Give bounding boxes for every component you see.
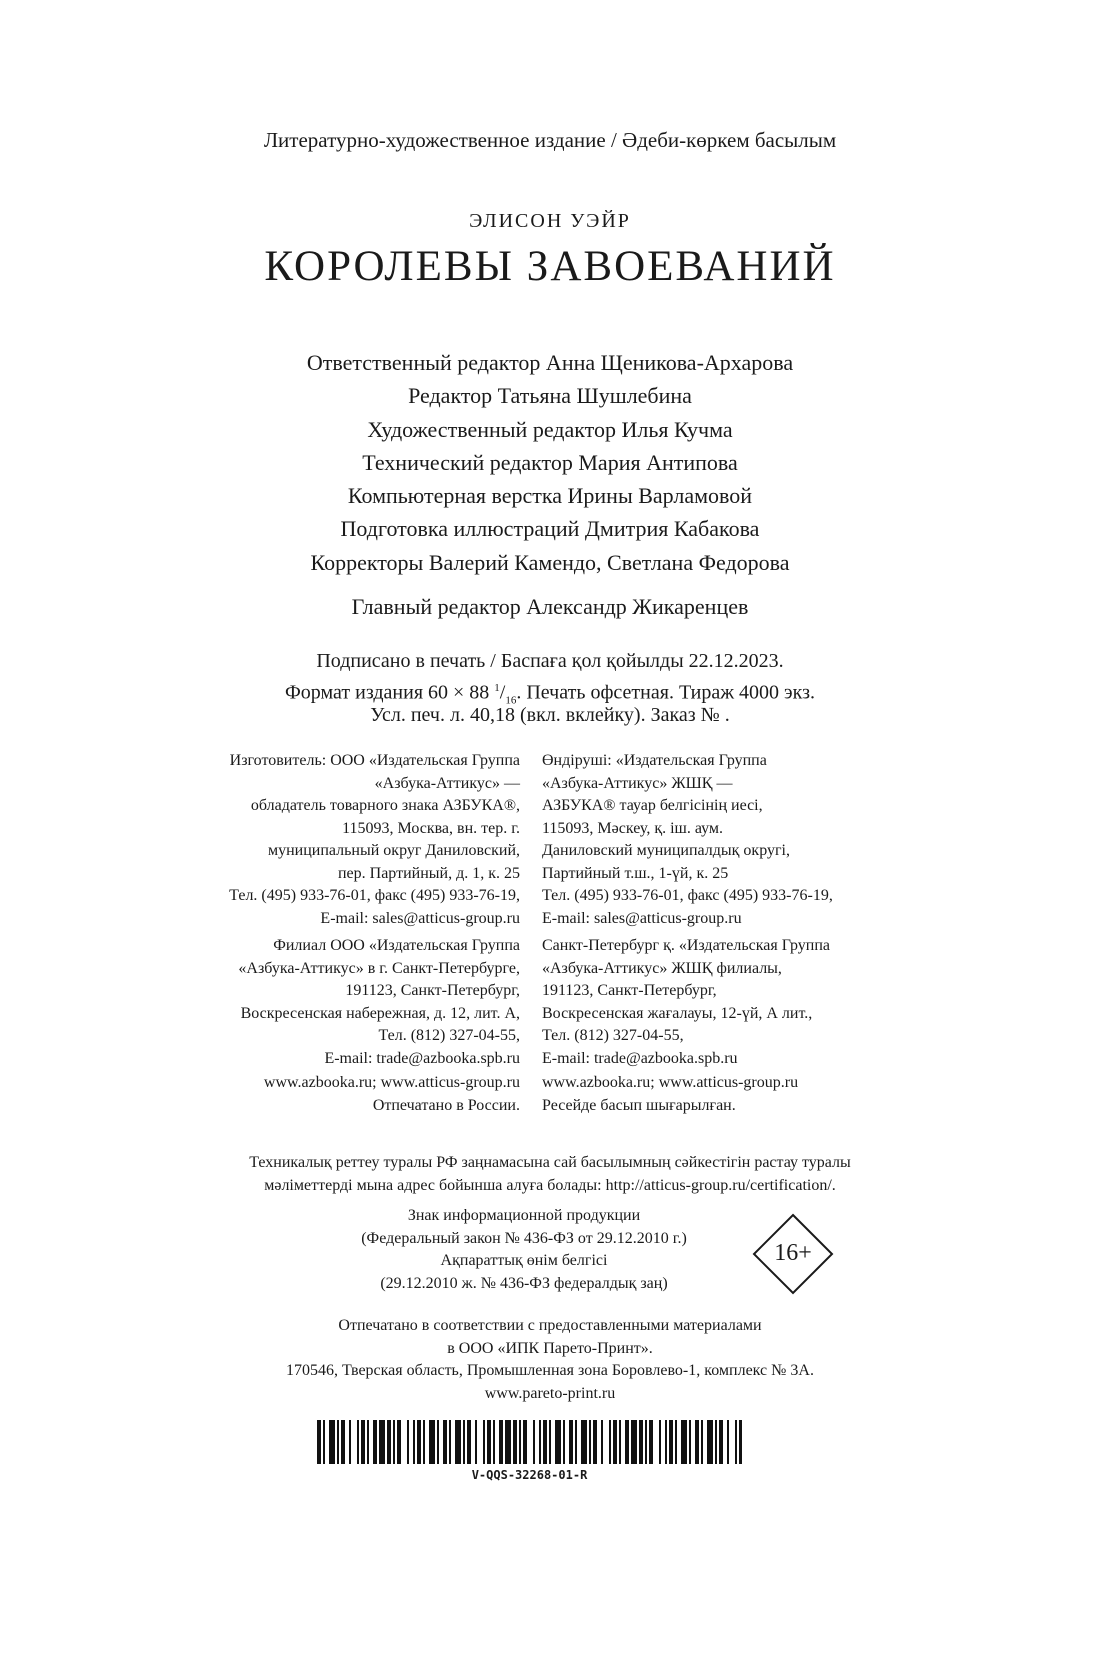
law-line: (29.12.2010 ж. № 436-ФЗ федералдық заң) (380, 1274, 668, 1292)
format-frac-den: 16 (505, 694, 517, 707)
credit-line: Компьютерная верстка Ирины Варламовой (347, 483, 753, 509)
barcode-icon (317, 1420, 742, 1464)
format-suffix: . Печать офсетная. Тираж 4000 экз. (516, 681, 815, 704)
website-line: www.azbooka.ru; www.atticus-group.ru (542, 1074, 799, 1091)
credit-line: Технический редактор Мария Антипова (362, 449, 738, 475)
certification-line: мәліметтерді мына адрес бойынша алуға болады: http://atticus-group.ru/certification/. (264, 1176, 836, 1194)
certification-line: Техникалық реттеу туралы РФ заңнамасына сай басылымның сәйкестігін растау туралы (249, 1154, 851, 1171)
printer-line: 170546, Тверская область, Промышленная зона Боровлево-1, комплекс № 3А. (286, 1362, 814, 1379)
format-frac-sep: / (499, 681, 506, 704)
printed-in-line: Отпечатано в России. (372, 1096, 520, 1114)
address-line: E-mail: trade@azbooka.spb.ru (542, 1049, 738, 1067)
address-line: 115093, Москва, вн. тер. г. (342, 819, 520, 837)
law-line: (Федеральный закон № 436-ФЗ от 29.12.2010 г.) (361, 1229, 687, 1247)
credit-line: Подготовка иллюстраций Дмитрия Кабакова (340, 516, 760, 542)
address-line: «Азбука-Аттикус» — (374, 774, 520, 792)
credit-line: Корректоры Валерий Камендо, Светлана Федорова (310, 549, 790, 575)
address-line: «Азбука-Аттикус» в г. Санкт-Петербурге, (238, 959, 520, 977)
signed-line: Подписано в печать / Баспаға қол қойылды 22.12.2023. (316, 650, 784, 672)
law-line: Ақпараттық өнім белгісі (440, 1252, 608, 1269)
address-line: E-mail: sales@atticus-group.ru (320, 909, 520, 927)
law-line: Знак информационной продукции (407, 1207, 641, 1224)
address-line: «Азбука-Аттикус» ЖШҚ — (542, 774, 733, 792)
manufacturer-ru (229, 750, 520, 930)
address-line: Тел. (812) 327-04-55, (542, 1027, 684, 1044)
address-line: Өндіруші: «Издательская Группа (542, 752, 767, 769)
address-line: Тел. (495) 933-76-01, факс (495) 933-76-19, (542, 887, 833, 904)
printer-line: в ООО «ИПК Парето-Принт». (447, 1339, 653, 1357)
format-frac-num: 1 (494, 682, 500, 694)
address-line: пер. Партийный, д. 1, к. 25 (337, 864, 520, 882)
branch-kz (542, 935, 830, 1070)
credit-line: Ответственный редактор Анна Щеникова-Архарова (306, 350, 794, 375)
sheets-line: Усл. печ. л. 40,18 (вкл. вклейку). Заказ № . (370, 704, 730, 726)
barcode-text: V-QQS-32268-01-R (471, 1468, 588, 1482)
address-line: Даниловский муниципалдық округі, (542, 842, 790, 859)
info-law-block (304, 1205, 744, 1295)
address-line: 115093, Мәскеу, қ. іш. аум. (542, 819, 724, 837)
address-line: Воскресенская набережная, д. 12, лит. А, (240, 1004, 520, 1022)
address-line: Филиал ООО «Издательская Группа (273, 937, 520, 954)
address-line: «Азбука-Аттикус» ЖШҚ филиалы, (542, 959, 782, 977)
printer-block (0, 1315, 1100, 1405)
credits-block (0, 346, 1100, 579)
branch-ru (238, 935, 520, 1070)
age-rating: 16+ (774, 1240, 812, 1266)
printer-line: Отпечатано в соответствии с предоставленными материалами (338, 1317, 762, 1334)
manufacturer-kz (542, 750, 833, 930)
author-name: ЭЛИСОН УЭЙР (469, 210, 631, 232)
address-line: обладатель товарного знака АЗБУКА®, (250, 797, 520, 814)
format-line (0, 675, 1100, 707)
address-line: Тел. (495) 933-76-01, факс (495) 933-76-19, (229, 887, 520, 904)
printed-in-line: Ресейде басып шығарылған. (542, 1096, 736, 1114)
certification-block (0, 1152, 1100, 1197)
credit-line: Художественный редактор Илья Кучма (367, 416, 733, 442)
format-prefix: Формат издания 60 × 88 (285, 681, 495, 704)
print-info-block (0, 648, 1100, 729)
website-line: www.azbooka.ru; www.atticus-group.ru (263, 1074, 520, 1091)
address-line: муниципальный округ Даниловский, (267, 842, 520, 859)
address-line: АЗБУКА® тауар белгісінің иесі, (542, 797, 763, 814)
address-line: E-mail: sales@atticus-group.ru (542, 909, 742, 927)
address-line: Воскресенская жағалауы, 12-үй, А лит., (542, 1004, 813, 1022)
chief-editor: Главный редактор Александр Жикаренцев (351, 594, 749, 619)
footer-ru (264, 1072, 520, 1117)
address-line: 191123, Санкт-Петербург, (542, 982, 717, 999)
footer-kz (542, 1072, 798, 1117)
address-line: Партийный т.ш., 1-үй, к. 25 (542, 864, 729, 882)
credit-line: Редактор Татьяна Шушлебина (408, 383, 692, 409)
address-line: Изготовитель: ООО «Издательская Группа (229, 752, 520, 769)
address-line: 191123, Санкт-Петербург, (345, 982, 520, 999)
book-title: КОРОЛЕВЫ ЗАВОЕВАНИЙ (264, 243, 836, 290)
genre-line: Литературно-художественное издание / Әдеби-көркем басылым (263, 128, 837, 152)
address-line: Санкт-Петербург қ. «Издательская Группа (542, 937, 830, 954)
address-line: Тел. (812) 327-04-55, (378, 1027, 520, 1044)
address-line: E-mail: trade@azbooka.spb.ru (324, 1049, 520, 1067)
printer-line: www.pareto-print.ru (484, 1384, 616, 1402)
